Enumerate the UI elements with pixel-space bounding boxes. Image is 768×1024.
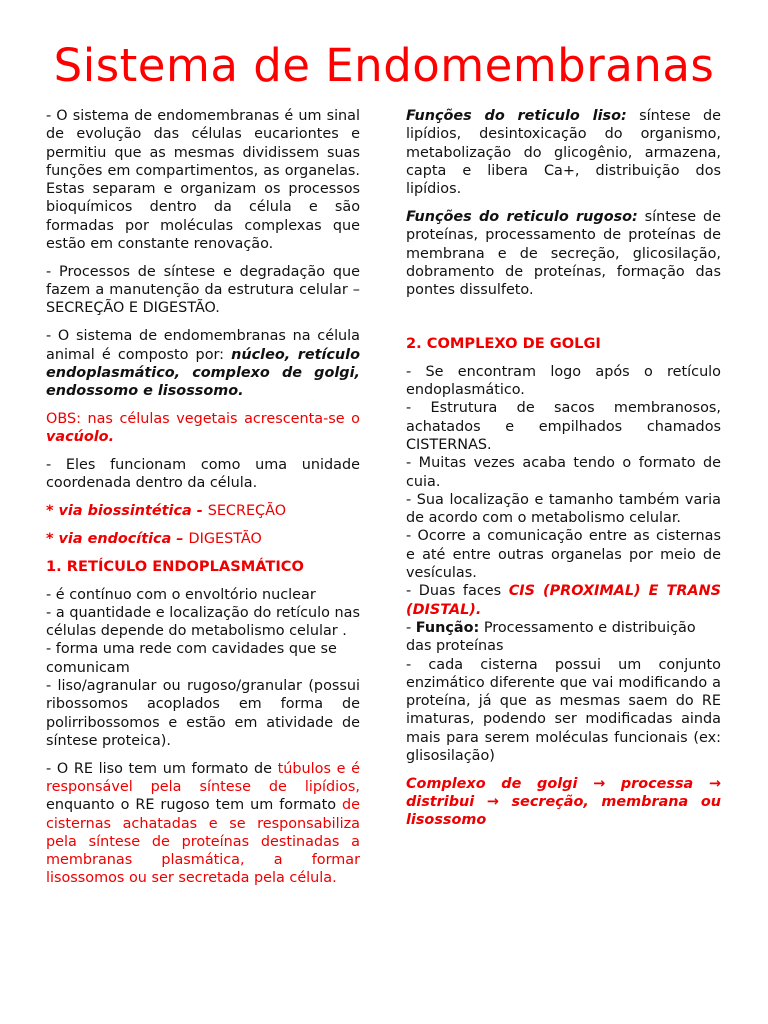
golgi-cisterna: - cada cisterna possui um conjunto enzimático diferente que vai modificando a proteína, já que as mesmas saem do RE imaturas, podendo ser modificadas ainda mais para serem moléculas funcionais (ex: glisosilação)	[406, 656, 721, 764]
re-liso-rugoso-paragraph	[46, 760, 360, 888]
re-text-a: - O RE liso tem um formato de	[46, 760, 278, 777]
via-endocitica-label: * via endocítica –	[46, 530, 189, 547]
intro-paragraph: - O sistema de endomembranas é um sinal de evolução das células eucariontes e permitiu que as mesmas dividissem suas funções em compartimentos, as organelas. Estas separam e organizam os processos bioquímicos dentro da célula e são formadas por moléculas complexas que estão em constante renovação.	[46, 108, 360, 253]
heading-reticulo: 1. RETÍCULO ENDOPLASMÁTICO	[46, 557, 304, 575]
funcoes-liso	[406, 107, 721, 198]
heading-golgi: 2. COMPLEXO DE GOLGI	[406, 334, 601, 352]
funcao-dash: -	[406, 619, 416, 636]
funcao-label: Função:	[415, 619, 480, 636]
page-title: Sistema de Endomembranas	[53, 39, 715, 92]
composition-text: - O sistema de endomembranas na célula animal é composto por:	[46, 328, 360, 363]
re-line: - é contínuo com o envoltório nuclear	[46, 586, 316, 603]
composition-list: núcleo, retículo endoplasmático, complexo de golgi, endossomo e lisossomo.	[46, 346, 360, 400]
re-line: - a quantidade e localização do retículo nas células depende do metabolismo celular .	[46, 604, 360, 640]
golgi-funcao	[406, 619, 721, 656]
re-line: - liso/agranular ou rugoso/granular (possui ribossomos acoplados em forma de polirribossomos e estão em atividade de síntese proteica).	[46, 678, 360, 749]
faces-text: - Duas faces	[406, 583, 509, 600]
synthesis-paragraph: - Processos de síntese e degradação que fazem a manutenção da estrutura celular – SECREÇÃO E DIGESTÃO.	[46, 263, 360, 317]
faces-cis-trans: CIS (PROXIMAL) E TRANS (DISTAL).	[406, 583, 721, 618]
re-text-d: de cisternas achatadas e se responsabiliza pela síntese de proteínas destinadas a membranas plasmática, a formar lisossomos ou ser secretada pela célula.	[46, 797, 360, 887]
left-column	[46, 107, 360, 897]
funcoes-rugoso	[406, 208, 721, 299]
golgi-line: - Sua localização e tamanho também varia de acordo com o metabolismo celular.	[406, 491, 721, 527]
golgi-line: - Se encontram logo após o retículo endoplasmático.	[406, 363, 721, 399]
via-endocitica	[46, 530, 360, 548]
coordination-paragraph: - Eles funcionam como uma unidade coordenada dentro da célula.	[46, 457, 360, 492]
via-biossintetica	[46, 502, 360, 520]
funcao-text: Processamento e distribuição das proteínas	[406, 619, 696, 655]
obs-note	[46, 410, 360, 447]
golgi-line: - Estrutura de sacos membranosos, achatados e empilhados chamados CISTERNAS.	[406, 400, 721, 453]
obs-text: OBS: nas células vegetais acrescenta-se o	[46, 410, 360, 427]
re-text-c: enquanto o RE rugoso tem um formato	[46, 797, 342, 814]
golgi-summary-callout: Complexo de golgi → processa → distribui → secreção, membrana ou lisossomo	[406, 775, 721, 829]
spacer	[406, 309, 721, 335]
golgi-line: - Muitas vezes acaba tendo o formato de cuia.	[406, 455, 721, 490]
re-line: - forma uma rede com cavidades que se comunicam	[46, 641, 337, 676]
funcoes-liso-label: Funções do reticulo liso:	[406, 108, 627, 124]
funcoes-liso-text: síntese de lipídios, desintoxicação do organismo, metabolização do glicogênio, armazena, capta e libera Ca+, distribuição dos lipídios.	[406, 108, 721, 198]
re-text-b: túbulos e é responsável pela síntese de lipídios,	[46, 760, 360, 795]
via-biossintetica-label: * via biossintética -	[46, 503, 208, 520]
funcoes-rugoso-label: Funções do reticulo rugoso:	[406, 208, 638, 225]
obs-vacuolo: vacúolo.	[46, 429, 115, 446]
golgi-faces	[406, 582, 721, 619]
composition-paragraph	[46, 327, 360, 400]
golgi-line: - Ocorre a comunicação entre as cisternas e até entre outras organelas por meio de vesículas.	[406, 528, 721, 582]
right-column	[406, 107, 721, 839]
via-biossintetica-value: SECREÇÃO	[207, 503, 287, 520]
via-endocitica-value: DIGESTÃO	[188, 530, 262, 547]
funcoes-rugoso-text: síntese de proteínas, processamento de proteínas de membrana e de secreção, glicosilação, dobramento de proteínas, formação das pontes dissulfeto.	[406, 208, 721, 299]
